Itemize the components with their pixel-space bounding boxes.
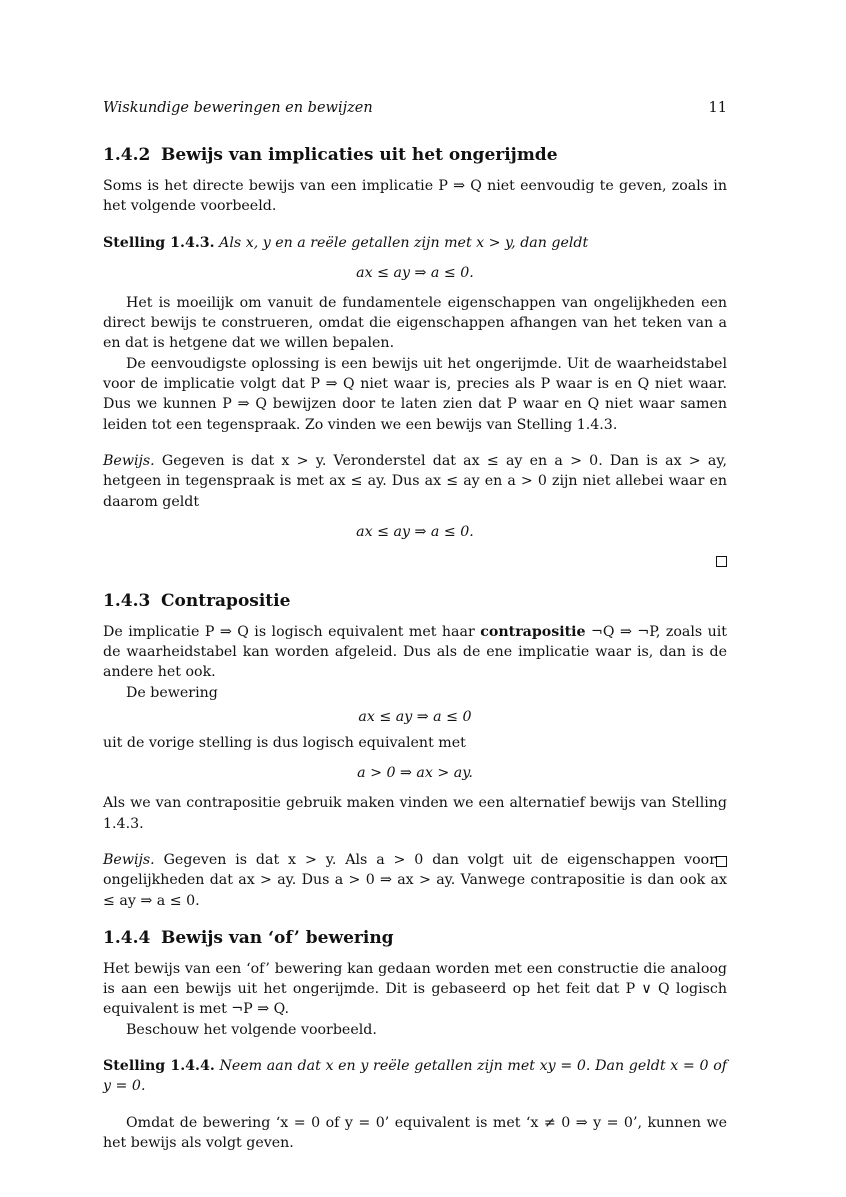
section-heading-1-4-3 [103, 590, 727, 612]
paragraph: uit de vorige stelling is dus logisch equivalent met [103, 735, 466, 752]
page-content [103, 100, 727, 1153]
proof-label: Bewijs. [103, 851, 155, 868]
paragraph: De eenvoudigste oplossing is een bewijs uit het ongerijmde. Uit de waarheidstabel voor de implicatie volgt dat P ⇒ Q niet waar is, precies als P waar is en Q niet waar. Dus we kunnen P ⇒ Q bewijzen door te laten zien dat P waar en Q niet waar samen leiden tot een tegenspraak. Zo vinden we een bewijs van Stelling 1.4.3. [103, 355, 727, 433]
running-title: Wiskundige beweringen en bewijzen [103, 100, 373, 116]
proof-text: Gegeven is dat x > y. Als a > 0 dan volgt uit de eigenschappen voor ongelijkheden dat ax > ay. Dus a > 0 ⇒ ax > ay. Vanwege contrapositie is dan ook ax ≤ ay ⇒ a ≤ 0. [103, 851, 727, 909]
section-intro: Het bewijs van een ‘of’ bewering kan gedaan worden met een constructie die analoog is aan een bewijs uit het ongerijmde. Dit is gebaseerd op het feit dat P ∨ Q logisch equivalent is met ¬P ⇒ Q. [103, 960, 727, 1018]
paragraph: Omdat de bewering ‘x = 0 of y = 0’ equivalent is met ‘x ≠ 0 ⇒ y = 0’, kunnen we het bewijs als volgt geven. [103, 1114, 727, 1151]
statement-intro: De bewering [126, 684, 218, 701]
proof-text: Gegeven is dat x > y. Veronderstel dat ax ≤ ay en a > 0. Dan is ax > ay, hetgeen in tegenspraak is met ax ≤ ay. Dus ax ≤ ay en a > 0 zijn niet allebei waar en daarom geldt [103, 452, 727, 510]
section-title: Contrapositie [161, 590, 291, 611]
section-heading-1-4-2 [103, 144, 727, 166]
proof [103, 451, 727, 512]
theorem-label: Stelling 1.4.3. [103, 234, 215, 251]
section-title: Bewijs van ‘of’ bewering [161, 927, 394, 948]
page-number: 11 [708, 100, 727, 116]
defined-term: contrapositie [480, 623, 586, 640]
intro-part: ¬Q ⇒ ¬P, zoals uit de waarheidstabel kan worden afgeleid. Dus als de ene implicatie waar is, dan is de andere het ook. [103, 623, 727, 681]
formula: a > 0 ⇒ ax > ay. [357, 765, 473, 782]
paragraph: Als we van contrapositie gebruik maken vinden we een alternatief bewijs van Stelling 1.4.3. [103, 795, 727, 832]
theorem-formula: ax ≤ ay ⇒ a ≤ 0. [356, 264, 474, 281]
theorem-1-4-4 [103, 1056, 727, 1097]
formula: ax ≤ ay ⇒ a ≤ 0 [358, 709, 472, 726]
section-number: 1.4.3 [103, 590, 151, 611]
proof-label: Bewijs. [103, 452, 155, 469]
proof [103, 850, 727, 911]
theorem-1-4-3 [103, 233, 727, 253]
section-intro: Soms is het directe bewijs van een implicatie P ⇒ Q niet eenvoudig te geven, zoals in het volgende voorbeeld. [103, 178, 727, 215]
theorem-label: Stelling 1.4.4. [103, 1058, 215, 1075]
running-header [103, 100, 727, 126]
paragraph: Het is moeilijk om vanuit de fundamentele eigenschappen van ongelijkheden een direct bewijs te construeren, omdat die eigenschappen afhangen van het teken van a en dat is hetgene dat we willen bepalen. [103, 294, 727, 352]
section-intro [103, 622, 727, 683]
section-number: 1.4.4 [103, 927, 151, 948]
theorem-text: Als x, y en a reële getallen zijn met x > y, dan geldt [219, 234, 589, 251]
qed-square-icon [716, 556, 727, 567]
qed-square-icon [716, 856, 727, 867]
paragraph: Beschouw het volgende voorbeeld. [126, 1021, 377, 1038]
theorem-text: Neem aan dat x en y reële getallen zijn met xy = 0. Dan geldt x = 0 of y = 0. [103, 1058, 728, 1095]
qed-line [103, 552, 727, 574]
proof-formula: ax ≤ ay ⇒ a ≤ 0. [356, 523, 474, 540]
section-heading-1-4-4 [103, 927, 727, 949]
section-number: 1.4.2 [103, 145, 151, 165]
intro-part: De implicatie P ⇒ Q is logisch equivalent met haar [103, 623, 475, 640]
section-title: Bewijs van implicaties uit het ongerijmde [161, 145, 558, 165]
